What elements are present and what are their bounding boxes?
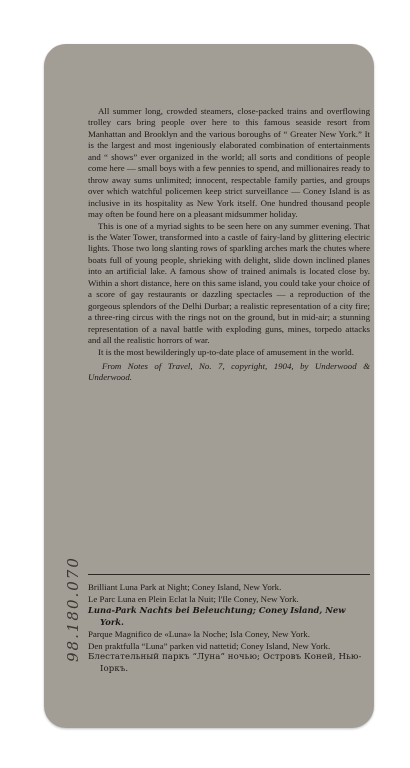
- caption-spanish: Parque Magnifico de «Luna» la Noche; Isla Coney, New York.: [88, 628, 310, 639]
- divider-rule: [88, 574, 370, 575]
- caption-french: Le Parc Luna en Plein Eclat la Nuit; l'Ile Coney, New York.: [88, 593, 299, 604]
- caption-swedish: Den praktfulla “Luna” parken vid nattetid; Coney Island, New York.: [88, 640, 331, 651]
- copyright-credit: From Notes of Travel, No. 7, copyright, 1904, by Underwood & Underwood.: [88, 360, 370, 383]
- caption-russian: Блестательный паркъ “Луна” ночью; Островъ Коней, Нью-Іоркъ.: [88, 652, 362, 674]
- multilingual-captions: [88, 582, 372, 676]
- caption-english: Brilliant Luna Park at Night; Coney Island, New York.: [88, 582, 282, 592]
- description-paragraph-2: This is one of a myriad sights to be seen here on any summer evening. That is the Water Tower, transformed into a castle of fairy-land by glittering electric lights. Those two long slanting rows of sparkling arches mark the chutes where boats full of young people, shrieking with delight, slide down inclined planes into an artificial lake. A famous show of trained animals is located close by. Within a short distance, here on this same island, you could take your choice of a score of gay restaurants or dazzling spectacles — a reproduction of the gorgeous splendors of the Delhi Durbar; a realistic representation of a city fire; a three-ring circus with the rings not on the ground, but in mid-air; a stunning representation of a naval battle with exploding guns, mines, torpedo attacks and all the realistic horrors of war.: [88, 220, 370, 346]
- handwritten-accession-number: 98.180.070: [64, 556, 82, 662]
- description-paragraph-3: It is the most bewilderingly up-to-date place of amusement in the world.: [98, 346, 354, 357]
- stereograph-card-back: [44, 44, 374, 728]
- caption-german: Luna-Park Nachts bei Beleuchtung; Coney Island, New York.: [88, 605, 346, 628]
- description-paragraph-1: All summer long, crowded steamers, close-packed trains and overflowing trolley cars bring people over here to this famous seaside resort from Manhattan and Brooklyn and the various boroughs of “ Greater New York.” It is the largest and most ingeniously elaborated combination of entertainments and “ shows” ever organized in the world; all sorts and conditions of people come here — small boys with a few pennies to spend, and millionaires ready to throw away sums unlimited; innocent, respectable family parties, and groups over which watchful policemen keep strict surveillance — Coney Island is as inclusive in its hospitality as New York itself. One hundred thousand people may often be found here on a pleasant midsummer holiday.: [88, 106, 370, 220]
- description-text: [88, 106, 370, 384]
